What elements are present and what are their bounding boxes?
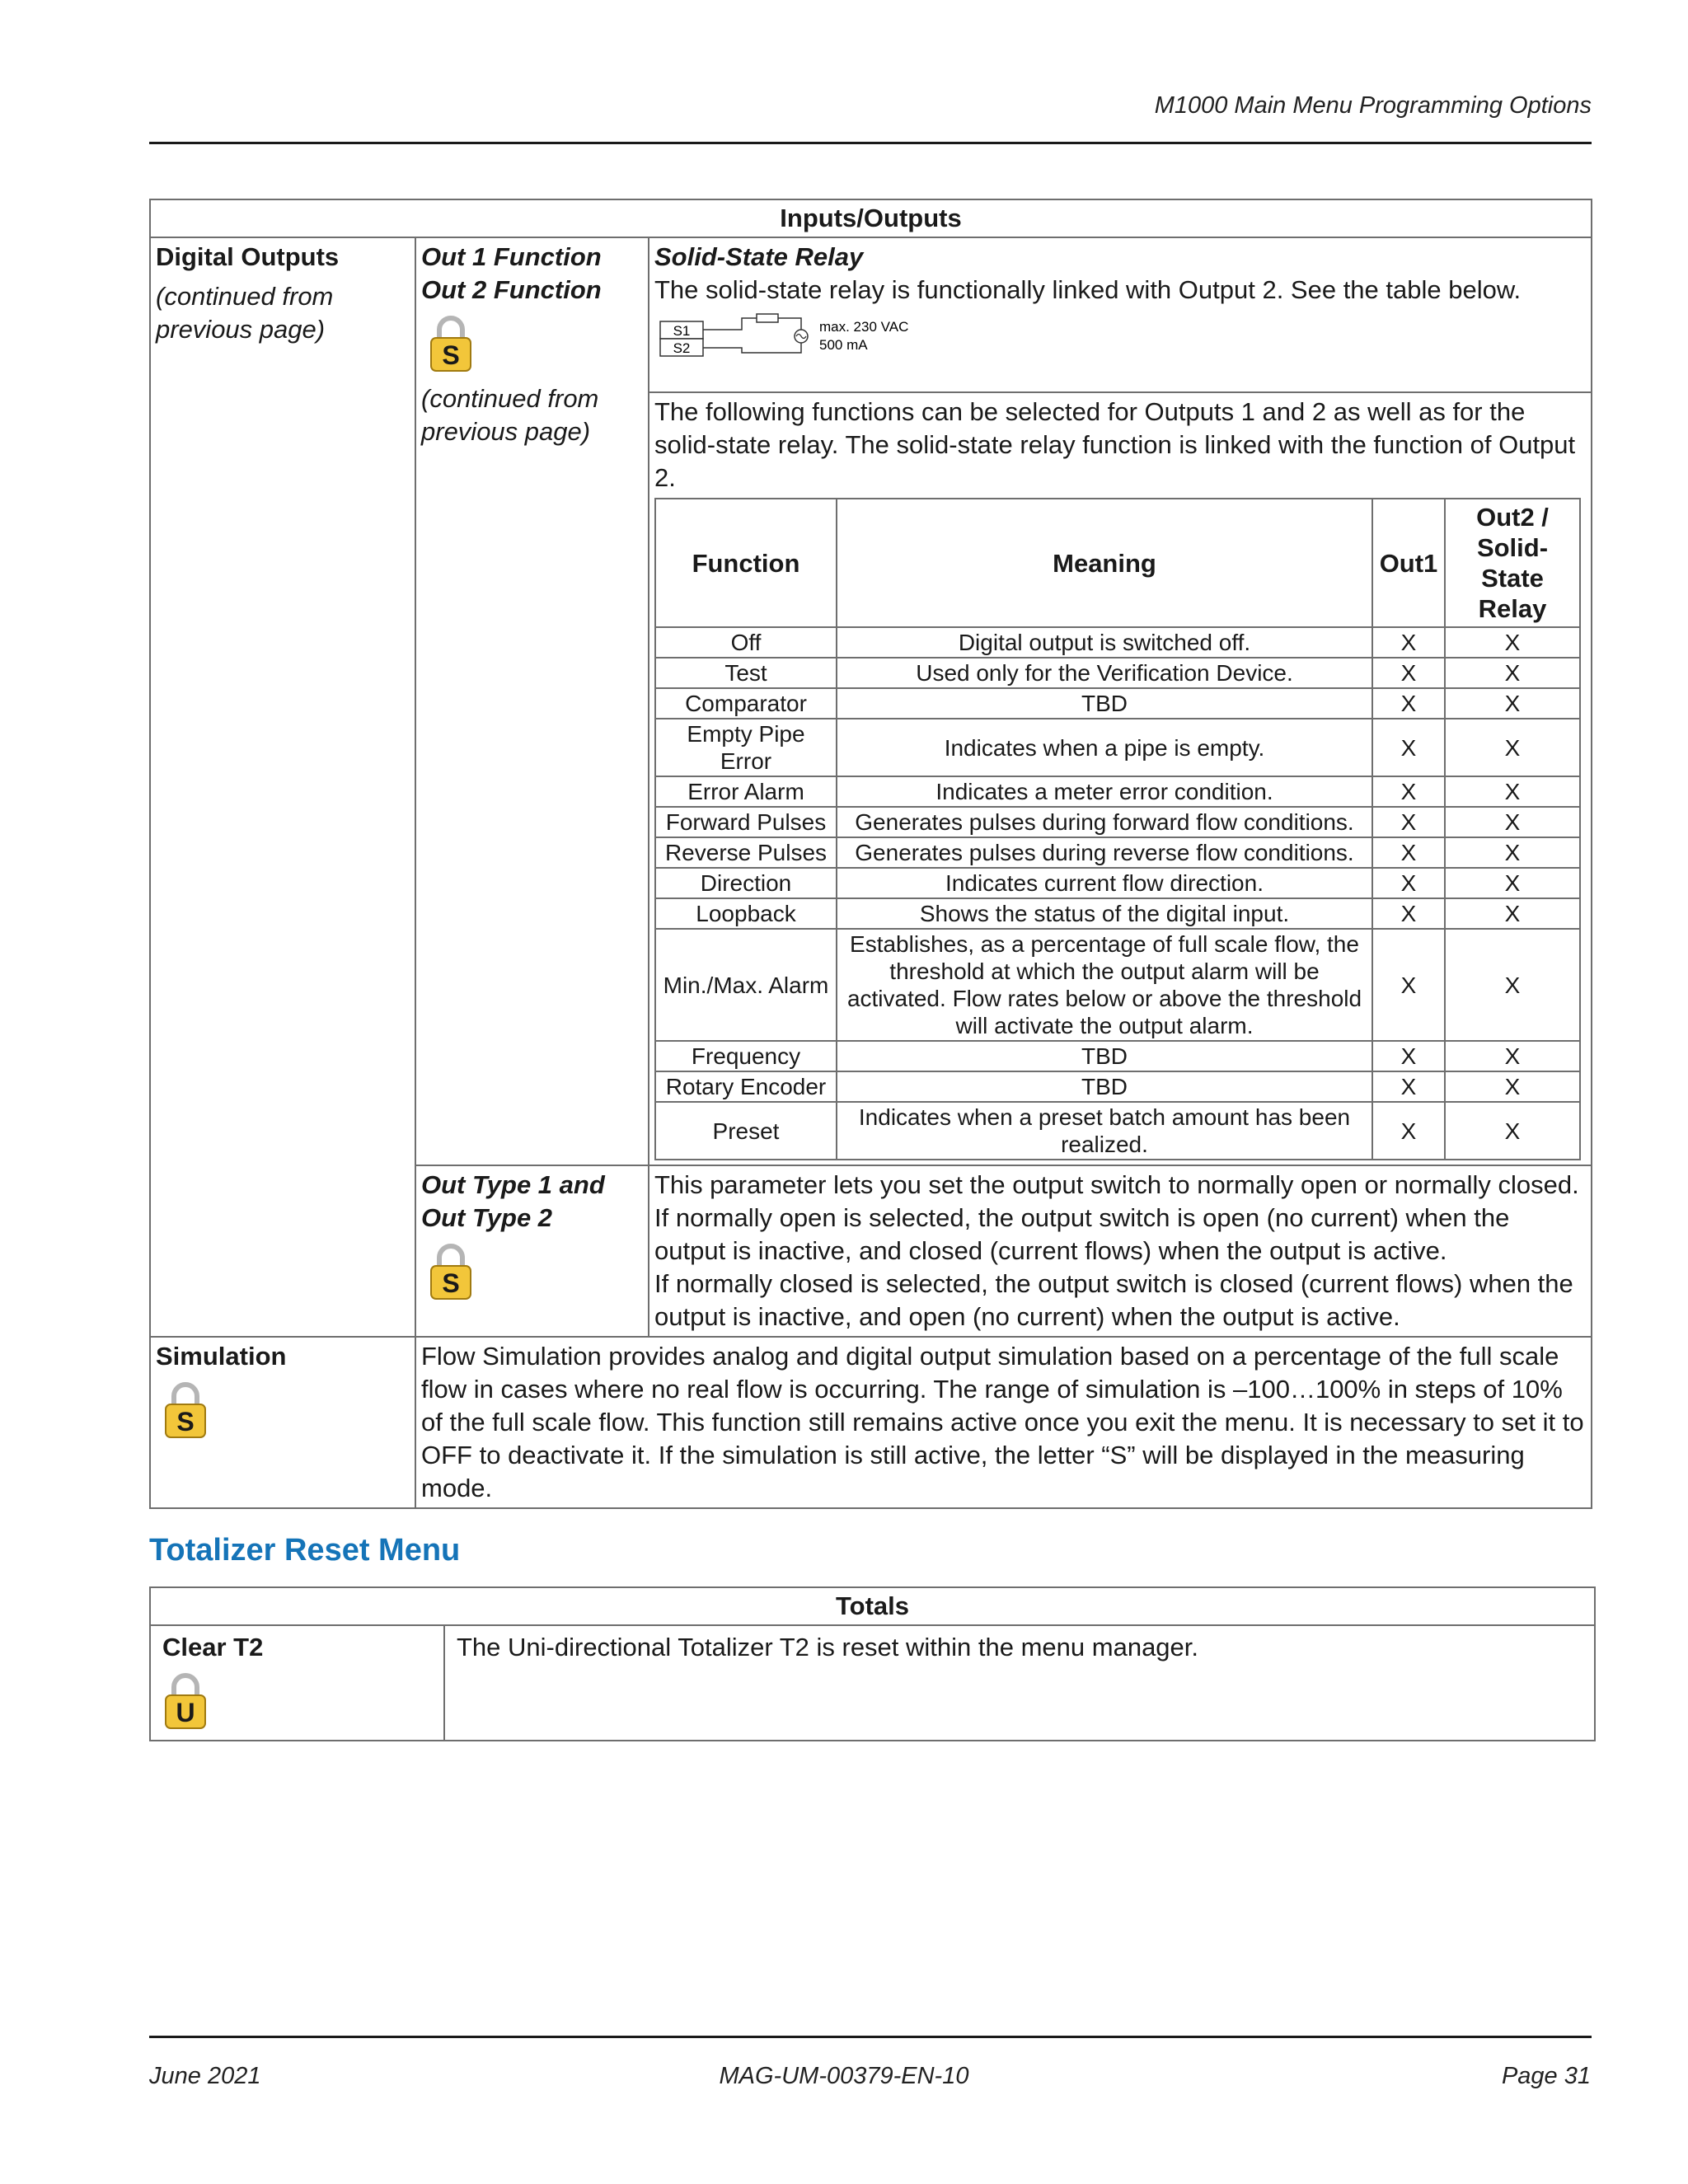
table-row	[655, 627, 1580, 658]
table-row	[655, 929, 1580, 1041]
out1-mark: X	[1372, 929, 1445, 1041]
function-name: Direction	[655, 868, 837, 898]
function-name: Loopback	[655, 898, 837, 929]
out1-mark: X	[1372, 868, 1445, 898]
function-meaning: TBD	[837, 688, 1372, 719]
function-meaning: Indicates when a preset batch amount has been realized.	[837, 1102, 1372, 1160]
out1-mark: X	[1372, 837, 1445, 868]
function-name: Empty Pipe Error	[655, 719, 837, 776]
column-header: Meaning	[837, 499, 1372, 627]
out-type-label-2: Out Type 2	[421, 1203, 553, 1232]
header-rule	[149, 142, 1592, 144]
inputs-outputs-table	[149, 199, 1592, 1509]
table-row	[655, 807, 1580, 837]
function-meaning: Indicates a meter error condition.	[837, 776, 1372, 807]
out1-mark: X	[1372, 1071, 1445, 1102]
table-row	[655, 719, 1580, 776]
function-table-body	[655, 627, 1580, 1160]
function-name: Test	[655, 658, 837, 688]
out-function-cell	[415, 237, 649, 1165]
table-row	[655, 868, 1580, 898]
function-name: Min./Max. Alarm	[655, 929, 837, 1041]
footer-doc-id: MAG-UM-00379-EN-10	[719, 2063, 969, 2089]
solid-state-title: Solid-State Relay	[654, 242, 864, 271]
function-name: Preset	[655, 1102, 837, 1160]
column-header: Out1	[1372, 499, 1445, 627]
lock-letter: S	[176, 1407, 195, 1436]
table-row	[655, 1071, 1580, 1102]
function-name: Rotary Encoder	[655, 1071, 837, 1102]
table-row	[655, 1102, 1580, 1160]
clear-t2-label: Clear T2	[162, 1633, 264, 1661]
footer-date: June 2021	[149, 2063, 261, 2089]
continued-note: (continued from previous page)	[421, 384, 599, 446]
padlock-icon	[428, 1240, 474, 1302]
function-meaning: Generates pulses during reverse flow conditions.	[837, 837, 1372, 868]
out-type-label-1: Out Type 1 and	[421, 1170, 605, 1199]
totals-table-title: Totals	[150, 1587, 1595, 1625]
out2-mark: X	[1445, 807, 1580, 837]
table-row	[655, 688, 1580, 719]
function-name: Comparator	[655, 688, 837, 719]
function-meaning: TBD	[837, 1041, 1372, 1071]
footer-page-number: Page 31	[1501, 2063, 1591, 2089]
running-header: M1000 Main Menu Programming Options	[1154, 92, 1592, 119]
out1-mark: X	[1372, 1041, 1445, 1071]
table-title: Inputs/Outputs	[150, 199, 1592, 237]
solid-state-relay-cell	[649, 237, 1592, 392]
column-header: Function	[655, 499, 837, 627]
function-name: Error Alarm	[655, 776, 837, 807]
relay-wiring-diagram	[659, 313, 923, 359]
simulation-description-cell	[415, 1337, 1592, 1508]
function-meaning: Indicates when a pipe is empty.	[837, 719, 1372, 776]
out2-mark: X	[1445, 1041, 1580, 1071]
table-row	[655, 837, 1580, 868]
continued-note: (continued from previous page)	[156, 282, 334, 344]
table-row	[655, 898, 1580, 929]
clear-t2-description: The Uni-directional Totalizer T2 is reset within the menu manager.	[444, 1625, 1595, 1741]
out2-mark: X	[1445, 868, 1580, 898]
out1-mark: X	[1372, 719, 1445, 776]
digital-outputs-cell	[150, 237, 415, 1337]
footer-rule	[149, 2036, 1592, 2038]
table-row	[655, 658, 1580, 688]
out2-mark: X	[1445, 1102, 1580, 1160]
out1-mark: X	[1372, 807, 1445, 837]
simulation-label: Simulation	[156, 1342, 287, 1371]
out2-mark: X	[1445, 837, 1580, 868]
out1-mark: X	[1372, 898, 1445, 929]
totalizer-reset-heading: Totalizer Reset Menu	[149, 1533, 461, 1568]
out2-mark: X	[1445, 776, 1580, 807]
terminal-s2: S2	[673, 340, 691, 356]
function-name: Frequency	[655, 1041, 837, 1071]
out1-mark: X	[1372, 688, 1445, 719]
function-name: Forward Pulses	[655, 807, 837, 837]
out1-mark: X	[1372, 658, 1445, 688]
out2-mark: X	[1445, 1071, 1580, 1102]
column-header: Out2 / Solid-State Relay	[1445, 499, 1580, 627]
table-row	[655, 776, 1580, 807]
function-name: Reverse Pulses	[655, 837, 837, 868]
functions-cell	[649, 392, 1592, 1165]
simulation-text: Flow Simulation provides analog and digital output simulation based on a percentage of the full scale flow in cases where no real flow is occurring. The range of simulation is –100…100% in steps of 10% of the full scale flow. This function still remains active once you exit the menu. It is necessary to set it to OFF to deactivate it. If the simulation is still active, the letter “S” will be displayed in the measuring mode.	[421, 1342, 1584, 1502]
out2-mark: X	[1445, 627, 1580, 658]
function-meaning: Generates pulses during forward flow conditions.	[837, 807, 1372, 837]
relay-current-rating: 500 mA	[819, 337, 868, 353]
function-meaning: Digital output is switched off.	[837, 627, 1372, 658]
out-type-text: If normally closed is selected, the output switch is closed (current flows) when the output is inactive, and open (no current) when the output is active.	[654, 1269, 1573, 1331]
lock-letter: S	[442, 1268, 460, 1298]
out-type-cell	[415, 1165, 649, 1337]
terminal-s1: S1	[673, 323, 691, 339]
totals-table	[149, 1586, 1596, 1741]
out1-mark: X	[1372, 627, 1445, 658]
out1-mark: X	[1372, 776, 1445, 807]
padlock-icon	[162, 1378, 209, 1441]
function-meaning: Indicates current flow direction.	[837, 868, 1372, 898]
out1-mark: X	[1372, 1102, 1445, 1160]
out2-mark: X	[1445, 658, 1580, 688]
function-meaning: Establishes, as a percentage of full scale flow, the threshold at which the output alarm will be activated. Flow rates below or above the threshold will activate the output alarm.	[837, 929, 1372, 1041]
relay-voltage-rating: max. 230 VAC	[819, 319, 909, 335]
padlock-icon	[162, 1669, 209, 1732]
out2-mark: X	[1445, 719, 1580, 776]
functions-intro: The following functions can be selected for Outputs 1 and 2 as well as for the solid-state relay. The solid-state relay function is linked with the function of Output 2.	[654, 397, 1576, 492]
out2-mark: X	[1445, 929, 1580, 1041]
function-meaning: TBD	[837, 1071, 1372, 1102]
out2-mark: X	[1445, 898, 1580, 929]
function-meaning: Used only for the Verification Device.	[837, 658, 1372, 688]
simulation-cell	[150, 1337, 415, 1508]
lock-letter: U	[176, 1698, 195, 1727]
out-type-description-cell	[649, 1165, 1592, 1337]
out1-function-label: Out 1 Function	[421, 242, 602, 271]
padlock-icon	[428, 312, 474, 374]
clear-t2-cell	[150, 1625, 444, 1741]
lock-letter: S	[442, 340, 460, 370]
function-name: Off	[655, 627, 837, 658]
digital-outputs-label: Digital Outputs	[156, 242, 340, 271]
out-type-text: This parameter lets you set the output switch to normally open or normally closed. If normally open is selected, the output switch is open (no current) when the output is inactive, and closed (current flows) when the output is active.	[654, 1170, 1579, 1265]
out2-mark: X	[1445, 688, 1580, 719]
solid-state-text: The solid-state relay is functionally linked with Output 2. See the table below.	[654, 275, 1522, 304]
out2-function-label: Out 2 Function	[421, 275, 602, 304]
function-table	[654, 498, 1581, 1160]
table-row	[655, 1041, 1580, 1071]
function-meaning: Shows the status of the digital input.	[837, 898, 1372, 929]
